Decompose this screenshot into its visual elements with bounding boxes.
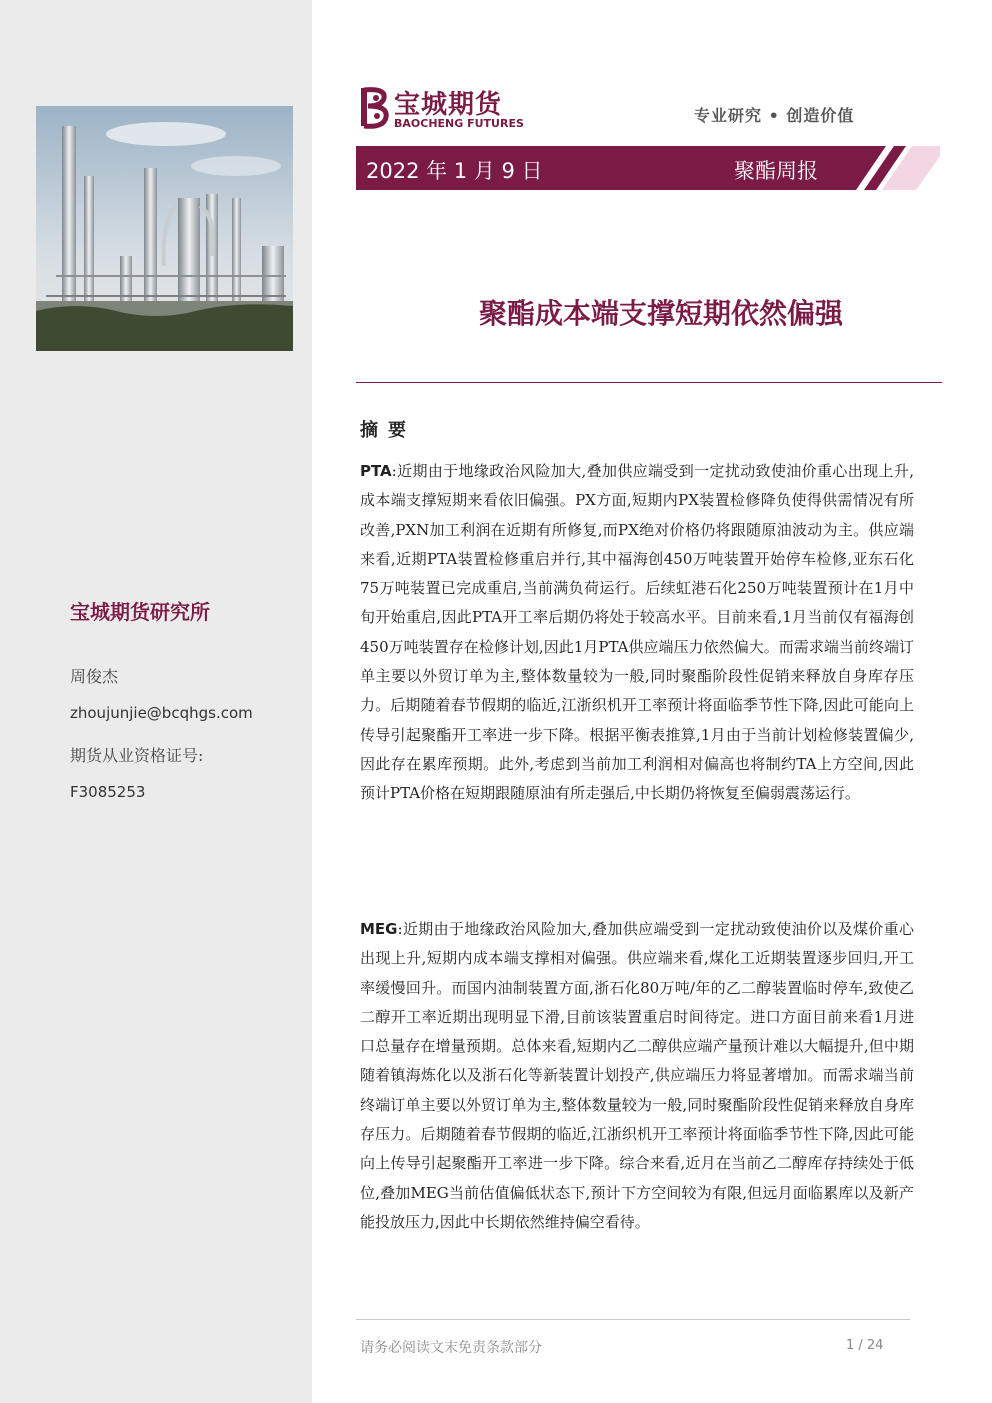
page-number: 1 / 24 xyxy=(846,1338,884,1353)
pta-tag: PTA xyxy=(360,462,392,480)
report-type: 聚酯周报 xyxy=(734,159,818,183)
report-date: 2022 年 1 月 9 日 xyxy=(366,159,543,183)
research-institute-name: 宝城期货研究所 xyxy=(70,600,210,624)
report-title: 聚酯成本端支撑短期依然偏强 xyxy=(478,297,843,330)
logo-chinese-name: 宝城期货 xyxy=(394,90,503,120)
author-email: zhoujunjie@bcqhgs.com xyxy=(70,704,253,722)
author-name: 周俊杰 xyxy=(70,667,119,686)
meg-paragraph xyxy=(360,915,914,1237)
disclaimer-note: 请务必阅读文末免责条款部分 xyxy=(360,1340,542,1356)
date-banner xyxy=(356,146,940,190)
slogan: 专业研究 • 创造价值 xyxy=(694,106,855,125)
baocheng-logo-icon xyxy=(356,84,392,130)
certificate-number: F3085253 xyxy=(70,783,146,801)
company-logo xyxy=(356,84,526,132)
title-divider xyxy=(356,382,942,383)
abstract-heading: 摘要 xyxy=(360,420,416,441)
footer-divider xyxy=(356,1319,910,1320)
refinery-illustration xyxy=(36,106,293,351)
sidebar xyxy=(0,0,312,1403)
refinery-photo xyxy=(36,106,293,351)
logo-english-name: BAOCHENG FUTURES xyxy=(394,117,524,130)
certificate-label: 期货从业资格证号: xyxy=(70,746,204,765)
pta-paragraph xyxy=(360,457,914,809)
meg-text: :近期由于地缘政治风险加大,叠加供应端受到一定扰动致使油价以及煤价重心出现上升,短期内成本端支撑相对偏强。供应端来看,煤化工近期装置逐步回归,开工率缓慢回升。而国内油制装置方面,浙石化80万吨/年的乙二醇装置临时停车,致使乙二醇开工率近期出现明显下滑,目前该装置重启时间待定。进口方面目前来看1月进口总量存在增量预期。总体来看,短期内乙二醇供应端产量预计难以大幅提升,但中期随着镇海炼化以及浙石化等新装置计划投产,供应端压力将显著增加。而需求端当前终端订单主要以外贸订单为主,整体数量较为一般,同时聚酯阶段性促销来释放自身库存压力。后期随着春节假期的临近,江浙织机开工率预计将面临季节性下降,因此可能向上传导引起聚酯开工率进一步下降。综合来看,近月在当前乙二醇库存持续处于低位,叠加MEG当前估值偏低状态下,预计下方空间较为有限,但远月面临累库以及新产能投放压力,因此中长期依然维持偏空看待。 xyxy=(360,920,914,1231)
meg-tag: MEG xyxy=(360,920,398,938)
pta-text: :近期由于地缘政治风险加大,叠加供应端受到一定扰动致使油价重心出现上升,成本端支撑短期来看依旧偏强。PX方面,短期内PX装置检修降负使得供需情况有所改善,PXN加工利润在近期有所修复,而PX绝对价格仍将跟随原油波动为主。供应端来看,近期PTA装置检修重启并行,其中福海创450万吨装置开始停车检修,亚东石化75万吨装置已完成重启,当前满负荷运行。后续虹港石化250万吨装置预计在1月中旬开始重启,因此PTA开工率后期仍将处于较高水平。目前来看,1月当前仅有福海创450万吨装置存在检修计划,因此1月PTA供应端压力依然偏大。而需求端当前终端订单主要以外贸订单为主,整体数量较为一般,同时聚酯阶段性促销来释放自身库存压力。后期随着春节假期的临近,江浙织机开工率预计将面临季节性下降,因此可能向上传导引起聚酯开工率进一步下降。根据平衡表推算,1月由于当前计划检修装置偏少,因此存在累库预期。此外,考虑到当前加工利润相对偏高也将制约TA上方空间,因此预计PTA价格在短期跟随原油有所走强后,中长期仍将恢复至偏弱震荡运行。 xyxy=(360,462,914,803)
